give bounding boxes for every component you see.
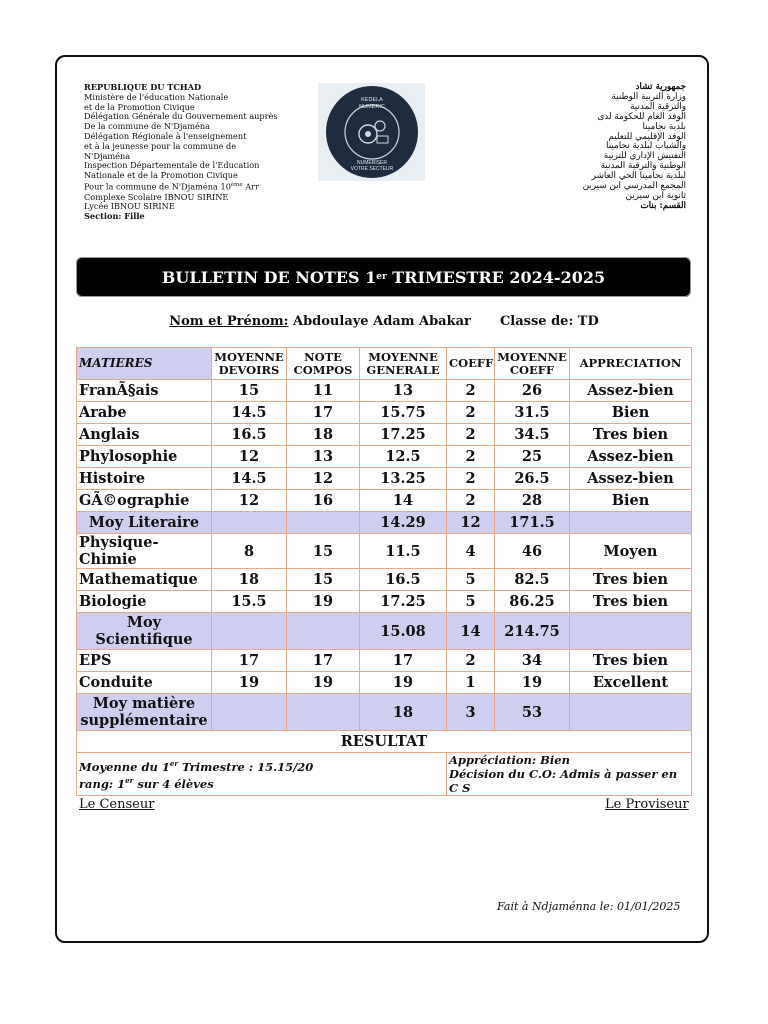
value-cell: 15 (212, 380, 287, 402)
value-cell: Bien (570, 490, 692, 512)
table-row (77, 591, 692, 613)
value-cell: 31.5 (495, 402, 570, 424)
value-cell: 26 (495, 380, 570, 402)
bulletin-title (76, 257, 691, 297)
trimester-average-sup: er (169, 759, 179, 769)
header-right-line: الوفد العام للحكومة لدى (597, 111, 686, 122)
value-cell (570, 512, 692, 534)
header-left-line: et à la jeunesse pour la commune de (84, 140, 237, 151)
table-row (77, 424, 692, 446)
value-cell: Tres bien (570, 650, 692, 672)
subject-cell: Phylosophie (77, 446, 212, 468)
value-cell: 214.75 (495, 613, 570, 650)
header-right-line: الوفد الإقليمي للتعليم (608, 131, 686, 142)
logo-text-2: NUMERIC (358, 104, 385, 110)
value-cell: 15 (287, 534, 360, 569)
logo-text-4: VOTRE SECTEUR (350, 166, 393, 172)
header-left-line: Inspection Départementale de l'Education (84, 160, 260, 171)
value-cell: 2 (447, 424, 495, 446)
header-left-line: N'Djaména (84, 150, 131, 161)
value-cell: 18 (287, 424, 360, 446)
value-cell (287, 694, 360, 731)
column-header: APPRECIATION (570, 348, 692, 380)
value-cell: 12 (447, 512, 495, 534)
subject-cell: Physique-Chimie (77, 534, 212, 569)
value-cell: 18 (212, 569, 287, 591)
column-header: MATIERES (77, 348, 212, 380)
table-row (77, 672, 692, 694)
value-cell: 46 (495, 534, 570, 569)
header-right-line: ثانوية ابن سيرين (625, 190, 686, 201)
table-row (77, 402, 692, 424)
value-cell: 16.5 (212, 424, 287, 446)
rank-pre: rang: 1 (79, 776, 126, 791)
grades-table (76, 347, 692, 796)
value-cell: 19 (495, 672, 570, 694)
value-cell (212, 512, 287, 534)
value-cell: 14.5 (212, 468, 287, 490)
value-cell: 15.5 (212, 591, 287, 613)
column-header: MOYENNE COEFF (495, 348, 570, 380)
value-cell: 16 (287, 490, 360, 512)
column-header: MOYENNE GENERALE (360, 348, 447, 380)
value-cell: Bien (570, 402, 692, 424)
value-cell: 82.5 (495, 569, 570, 591)
column-header: COEFF (447, 348, 495, 380)
value-cell: 17 (287, 650, 360, 672)
subject-cell: Arabe (77, 402, 212, 424)
trimester-average-pre: Moyenne du 1 (79, 760, 170, 774)
average-row (77, 613, 692, 650)
subject-cell: Moy matière supplémentaire (77, 694, 212, 731)
kedela-numeric-logo (322, 84, 422, 180)
table-row (77, 490, 692, 512)
table-header-row (77, 348, 692, 380)
student-rank (79, 774, 444, 791)
value-cell: Tres bien (570, 424, 692, 446)
logo-text-1: KEDELA (360, 97, 383, 103)
value-cell: 11 (287, 380, 360, 402)
header-left-line-text: Pour la commune de N'Djaména 10 (84, 181, 231, 192)
value-cell: Assez-bien (570, 446, 692, 468)
header-right-line: والترقية المدنية (630, 101, 686, 112)
header-left-line: Nationale et de la Promotion Civique (84, 170, 238, 181)
header-right-line: وزارة التربية الوطنية (611, 91, 686, 102)
value-cell: 17.25 (360, 591, 447, 613)
subject-cell: GÃ©ographie (77, 490, 212, 512)
average-row (77, 512, 692, 534)
value-cell: 34 (495, 650, 570, 672)
student-name: Abdoulaye Adam Abakar (293, 314, 471, 329)
header-left-line: Délégation Générale du Gouvernement auprès (84, 111, 278, 122)
subject-cell: Anglais (77, 424, 212, 446)
table-row (77, 446, 692, 468)
student-info (0, 314, 768, 329)
value-cell (212, 613, 287, 650)
value-cell: Excellent (570, 672, 692, 694)
value-cell: 14 (447, 613, 495, 650)
value-cell: 5 (447, 591, 495, 613)
value-cell: 25 (495, 446, 570, 468)
value-cell: 14 (360, 490, 447, 512)
value-cell: 19 (287, 591, 360, 613)
value-cell: 11.5 (360, 534, 447, 569)
subject-cell: Histoire (77, 468, 212, 490)
table-row (77, 650, 692, 672)
value-cell: 12 (212, 446, 287, 468)
table-row (77, 534, 692, 569)
value-cell: 17.25 (360, 424, 447, 446)
header-left-line: Complexe Scolaire IBNOU SIRINE (84, 191, 229, 202)
header-left-line: REPUBLIQUE DU TCHAD (84, 82, 202, 92)
censeur-signature-label: Le Censeur (79, 797, 155, 812)
value-cell: 2 (447, 468, 495, 490)
value-cell: Tres bien (570, 591, 692, 613)
value-cell (570, 694, 692, 731)
value-cell: 13.25 (360, 468, 447, 490)
arrondissement-suffix: Arr (242, 181, 259, 192)
arrondissement-sup: ème (230, 181, 243, 188)
subject-cell: Biologie (77, 591, 212, 613)
header-right-line: القسم: بنات (640, 200, 686, 211)
value-cell: 1 (447, 672, 495, 694)
subject-cell: EPS (77, 650, 212, 672)
value-cell: 34.5 (495, 424, 570, 446)
value-cell: 19 (212, 672, 287, 694)
header-right-line: المجمع المدرسي ابن سيرين (582, 181, 686, 192)
value-cell (212, 694, 287, 731)
rank-post: sur 4 élèves (133, 776, 214, 791)
subject-cell: FranÃ§ais (77, 380, 212, 402)
value-cell: Tres bien (570, 569, 692, 591)
value-cell: 15 (287, 569, 360, 591)
value-cell: 19 (360, 672, 447, 694)
value-cell: 2 (447, 446, 495, 468)
value-cell: 16.5 (360, 569, 447, 591)
title-text-before: BULLETIN DE NOTES 1 (161, 267, 377, 287)
trimester-average (79, 757, 444, 774)
value-cell (287, 613, 360, 650)
header-right-line: جمهورية تشاد (635, 82, 686, 92)
result-header-row (77, 731, 692, 753)
value-cell: 3 (447, 694, 495, 731)
value-cell: Assez-bien (570, 380, 692, 402)
value-cell: 12 (212, 490, 287, 512)
result-detail-row (77, 753, 692, 796)
value-cell: 2 (447, 402, 495, 424)
class-label: Classe de: (499, 314, 574, 329)
value-cell: 17 (360, 650, 447, 672)
value-cell: 53 (495, 694, 570, 731)
value-cell: Assez-bien (570, 468, 692, 490)
school-logo (318, 83, 425, 181)
value-cell: 18 (360, 694, 447, 731)
result-left-cell (77, 753, 447, 796)
subject-cell: Moy Literaire (77, 512, 212, 534)
result-right-cell (447, 753, 692, 796)
value-cell: 4 (447, 534, 495, 569)
header-right-line: بلدية نجامينا (642, 121, 686, 132)
header-right-line: لبلدية نجامينا الحي العاشر (591, 171, 686, 182)
value-cell: 28 (495, 490, 570, 512)
value-cell: 2 (447, 650, 495, 672)
header-left-line: Délégation Régionale à l'enseignement (84, 130, 247, 141)
logo-text-3: NUMÉRISER (356, 160, 387, 166)
council-decision: Décision du C.O: Admis à passer en C S (449, 767, 678, 795)
header-right-line: والشباب لبلدية نجامينا (606, 141, 686, 152)
value-cell: 14.29 (360, 512, 447, 534)
value-cell: 26.5 (495, 468, 570, 490)
header-left-line: Lycée IBNOU SIRINE (84, 201, 175, 212)
value-cell: 171.5 (495, 512, 570, 534)
overall-appreciation: Appréciation: Bien (449, 753, 570, 767)
rank-sup: er (125, 776, 134, 785)
table-row (77, 468, 692, 490)
header-left-line: De la commune de N'Djaména (84, 121, 211, 132)
header-left-line: et de la Promotion Civique (84, 101, 195, 112)
value-cell: 14.5 (212, 402, 287, 424)
value-cell: 19 (287, 672, 360, 694)
table-row (77, 569, 692, 591)
value-cell: 2 (447, 490, 495, 512)
subject-cell: Mathematique (77, 569, 212, 591)
subject-cell: Conduite (77, 672, 212, 694)
value-cell: 12.5 (360, 446, 447, 468)
value-cell: Moyen (570, 534, 692, 569)
name-label: Nom et Prénom: (169, 314, 289, 329)
column-header: MOYENNE DEVOIRS (212, 348, 287, 380)
class-value: TD (577, 314, 599, 329)
proviseur-signature-label: Le Proviseur (605, 797, 689, 812)
average-row (77, 694, 692, 731)
value-cell (570, 613, 692, 650)
header-left-line (84, 181, 304, 193)
header-left-line: Ministère de l'éducation Nationale (84, 91, 229, 102)
subject-cell: Moy Scientifique (77, 613, 212, 650)
value-cell: 12 (287, 468, 360, 490)
value-cell: 15.75 (360, 402, 447, 424)
header-right-block-arabic (520, 83, 686, 212)
header-right-line: التفتيش الإداري للتربية (603, 151, 686, 162)
value-cell: 13 (360, 380, 447, 402)
value-cell: 13 (287, 446, 360, 468)
table-row (77, 380, 692, 402)
value-cell: 86.25 (495, 591, 570, 613)
header-left-block (84, 83, 304, 222)
date-place-line: Fait à Ndjaménna le: 01/01/2025 (497, 900, 681, 913)
title-sup: er (376, 272, 387, 282)
value-cell: 17 (212, 650, 287, 672)
result-label: RESULTAT (77, 731, 692, 753)
value-cell (287, 512, 360, 534)
header-left-line: Section: Fille (84, 211, 145, 222)
header-right-line: الوطنية والترقية المدنية (600, 161, 686, 172)
value-cell: 5 (447, 569, 495, 591)
title-text-after: TRIMESTRE 2024-2025 (386, 267, 606, 287)
value-cell: 2 (447, 380, 495, 402)
value-cell: 8 (212, 534, 287, 569)
trimester-average-post: Trimestre : 15.15/20 (178, 760, 314, 774)
value-cell: 17 (287, 402, 360, 424)
value-cell: 15.08 (360, 613, 447, 650)
column-header: NOTE COMPOS (287, 348, 360, 380)
